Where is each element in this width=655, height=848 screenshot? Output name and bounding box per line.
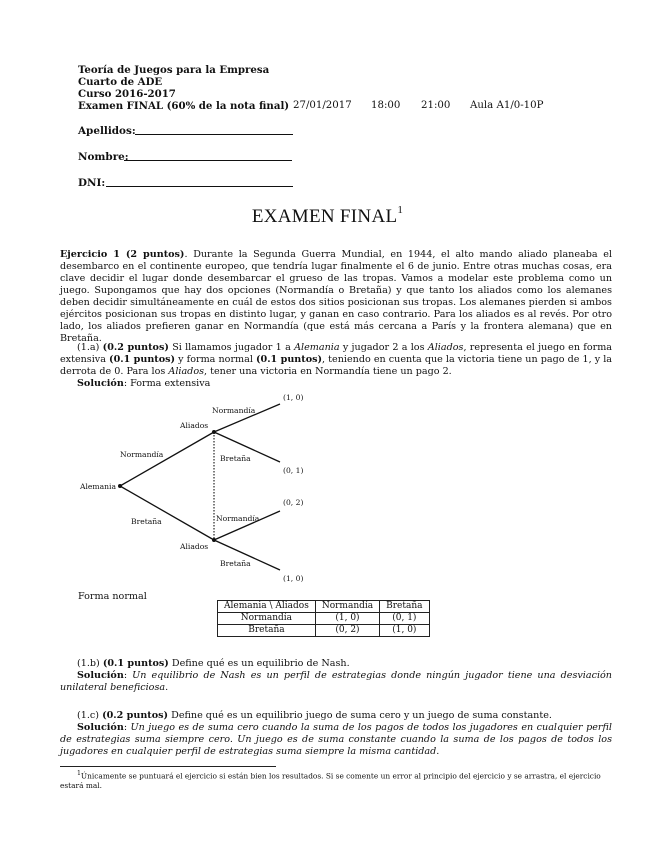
player-2-name: Aliados (168, 366, 205, 377)
player-2-name: Aliados (427, 342, 464, 353)
academic-year: Curso 2016-2017 (78, 88, 176, 100)
table-header-cell: Normandía (315, 601, 379, 613)
surname-label: Apellidos: (78, 125, 136, 137)
footnote-text: Únicamente se puntuará el ejercicio si están bien los resultados. Si se comente un error al principio del ejercicio y se arrastra, el ejercicio estará mal. (60, 771, 601, 791)
table-cell: Bretaña (218, 625, 316, 637)
lower-node-label: Aliados (180, 542, 209, 551)
table-header-row (218, 601, 430, 613)
title-text: EXAMEN FINAL (251, 206, 398, 227)
footnote-mark: 1 (77, 770, 81, 777)
question-1b-label: (1.b) (77, 658, 100, 669)
footnote-rule (60, 766, 276, 767)
question-1a-text: , representa el juego en forma extensiva (60, 342, 613, 365)
solution-label: Solución (77, 378, 124, 389)
upper-normandia-label: Normandía (212, 406, 256, 415)
question-1c-text: Define qué es un equilibrio juego de suma cero y un juego de suma constante. (168, 710, 552, 721)
root-label: Alemania (80, 482, 116, 491)
table-cell: (0, 2) (315, 625, 379, 637)
table-cell: (0, 1) (380, 613, 429, 625)
degree-label: Cuarto de ADE (78, 76, 163, 88)
question-1b-points: (0.1 puntos) (102, 658, 169, 669)
exam-room: Aula A1/0-10P (470, 100, 544, 111)
upper-node-label: Aliados (180, 421, 209, 430)
lower-bretana-label: Bretaña (220, 559, 251, 568)
table-cell: (1, 0) (380, 625, 429, 637)
question-1a-text: y jugador 2 a los (339, 342, 428, 353)
table-row (218, 613, 430, 625)
course-title: Teoría de Juegos para la Empresa (78, 64, 270, 76)
normal-form-label: Forma normal (78, 591, 147, 602)
table-cell: Normandía (218, 613, 316, 625)
question-1c-points: (0.2 puntos) (102, 710, 169, 721)
normal-points: (0.1 puntos) (256, 354, 323, 365)
solution-label: Solución (77, 670, 124, 681)
root-normandia-label: Normandía (120, 450, 164, 459)
question-1c (60, 710, 612, 722)
question-1a-text: , teniendo en cuenta que la victoria tiene un pago de 1, y la derrota de 0. Para los (60, 354, 613, 377)
exercise-1-text: . Durante la Segunda Guerra Mundial, en 1944, el alto mando aliado planeaba el desembarco en el continente europeo, que tendría lugar finalmente el 6 de junio. Entre otras muchas cosas, era clave decidir el lugar donde desembarcar el grueso de las tropas. Vamos a modelar este problema como un juego. Supongamos que hay dos opciones (Normandía o Bretaña) y que tanto los aliados como los alemanes deben decidir simultáneamente en cuál de estos dos sitios posicionan sus tropas. Los alemanes pierden si ambos ejércitos posicionan sus tropas en distinto lugar, y ganan en caso contrario. Para los aliados es al revés. Por otro lado, los aliados prefieren ganar en Normandía (que está más cercana a París y la frontera alemana) que en Bretaña. (60, 249, 613, 344)
question-1a-text: y forma normal (175, 354, 256, 365)
question-1a-points: (0.2 puntos) (102, 342, 169, 353)
table-header-cell: Bretaña (380, 601, 429, 613)
id-label: DNI: (78, 177, 106, 189)
upper-bretana-label: Bretaña (220, 454, 251, 463)
branch-root-bretana (120, 486, 214, 540)
payoff-1: (1, 0) (283, 393, 304, 402)
upper-node (212, 430, 216, 434)
payoff-4: (1, 0) (283, 574, 304, 583)
exercise-1-heading: Ejercicio 1 (2 puntos) (60, 249, 185, 260)
table-cell: (1, 0) (315, 613, 379, 625)
question-1b (60, 658, 612, 670)
root-node (118, 484, 122, 488)
table-header-cell: Alemania \ Aliados (218, 601, 316, 613)
title-footnote-mark: 1 (397, 204, 404, 216)
payoff-2: (0, 1) (283, 466, 304, 475)
lower-node (212, 538, 216, 542)
solution-text: : Forma extensiva (123, 378, 211, 389)
root-bretana-label: Bretaña (131, 517, 162, 526)
lower-normandia-label: Normandía (216, 514, 260, 523)
solution-1c-text: Un juego es de suma cero cuando la suma de los pagos de todos los jugadores en cualquier perfil de estrategias suma siempre cero. Un juego es de suma constante cuando la suma de los pagos de todos los jugadores en cualquier perfil de estrategias suma siempre la misma cantidad. (60, 722, 612, 757)
payoff-3: (0, 2) (283, 498, 304, 507)
question-1c-label: (1.c) (77, 710, 100, 721)
player-1-name: Alemania (294, 342, 340, 353)
exam-time-end: 21:00 (421, 100, 451, 111)
solution-1b-text: Un equilibrio de Nash es un perfil de estrategias donde ningún jugador tiene una desviación unilateral beneficiosa. (60, 670, 612, 693)
exam-time-start: 18:00 (371, 100, 401, 111)
exam-date: 27/01/2017 (293, 100, 352, 111)
normal-form-table (217, 600, 430, 637)
question-1a-text: , tener una victoria en Normandía tiene un pago 2. (204, 366, 452, 377)
question-1b-text: Define qué es un equilibrio de Nash. (168, 658, 350, 669)
footnote (60, 769, 612, 791)
solution-label: Solución (77, 722, 124, 733)
solution-1b: Solución: Un equilibrio de Nash es un perfil de estrategias donde ningún jugador tiene una desviación unilateral beneficiosa. (60, 670, 612, 693)
extensive-points: (0.1 puntos) (109, 354, 176, 365)
table-row (218, 625, 430, 637)
branch-root-normandia (120, 432, 214, 486)
solution-1c: Solución: Un juego es de suma cero cuando la suma de los pagos de todos los jugadores en cualquier perfil de estrategias suma siempre cero. Un juego es de suma constante cuando la suma de los pagos de todos los jugadores en cualquier perfil de estrategias suma siempre la misma cantidad. (60, 722, 612, 757)
exam-label: Examen FINAL (60% de la nota final) (78, 100, 290, 112)
question-1a-text: Si llamamos jugador 1 a (168, 342, 295, 353)
name-label: Nombre: (78, 151, 129, 163)
question-1a-label: (1.a) (77, 342, 100, 353)
